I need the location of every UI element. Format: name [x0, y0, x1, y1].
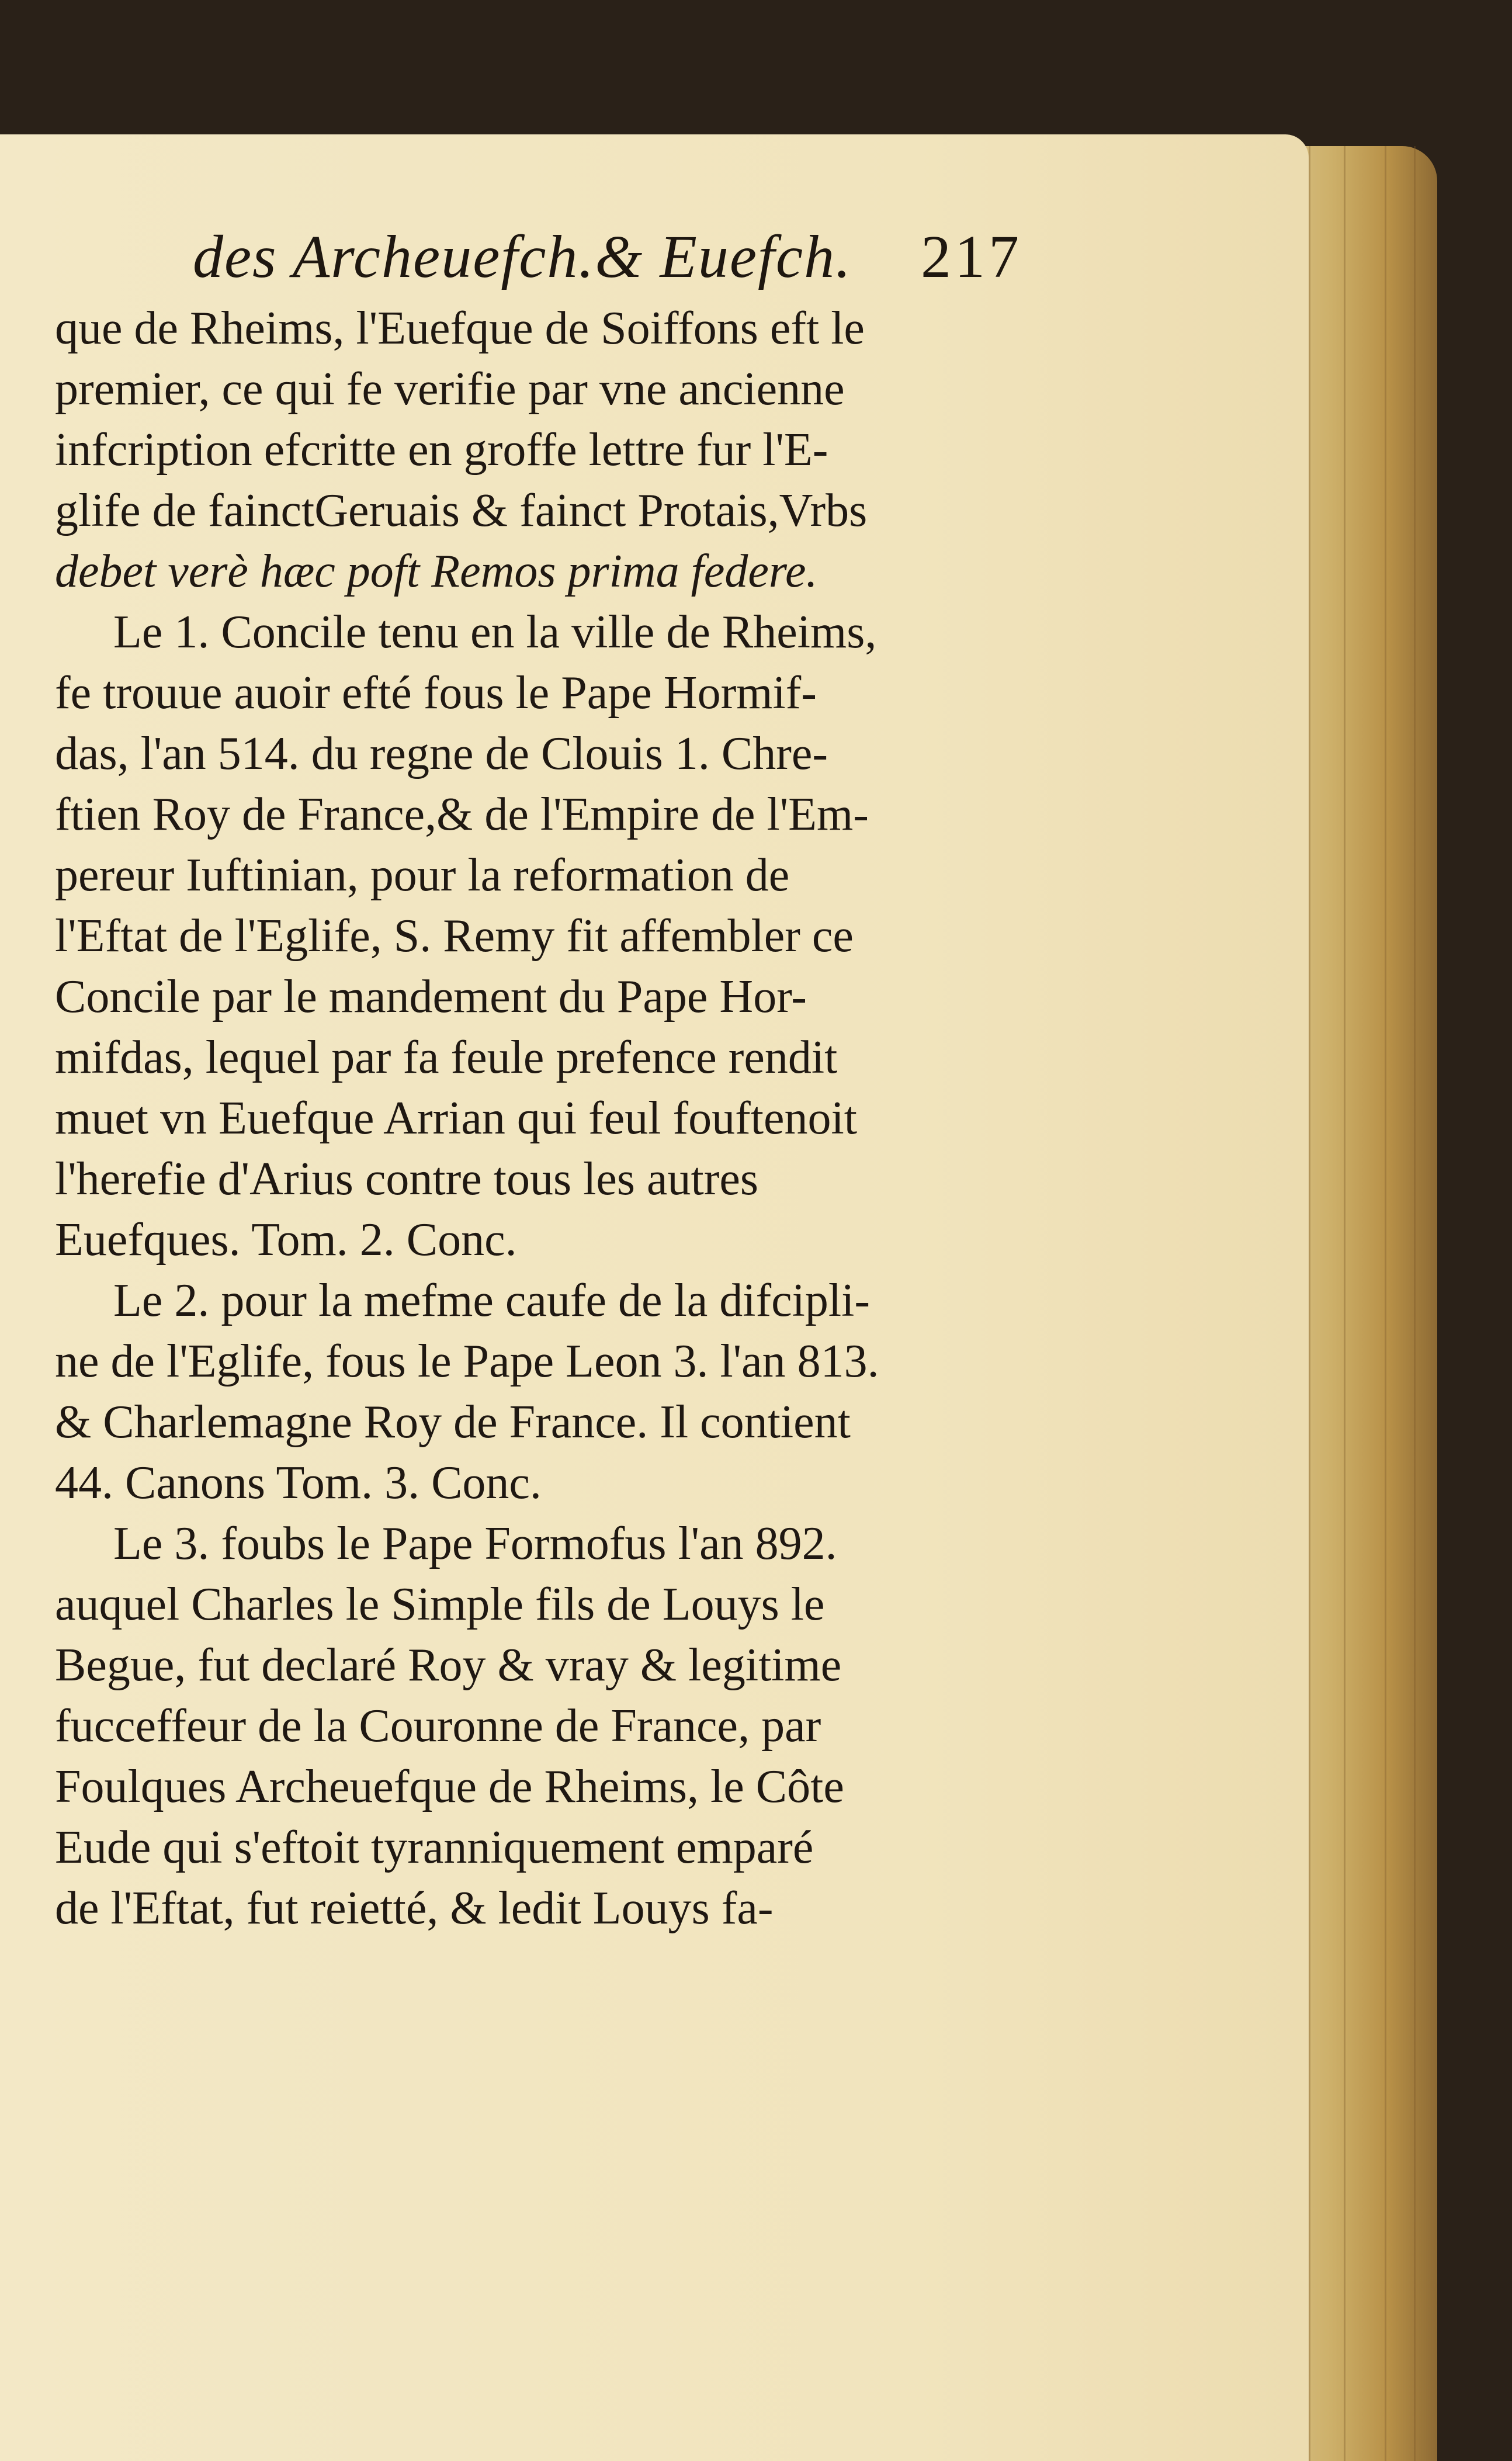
text-line: muet vn Euefque Arrian qui feul fouftenoit: [55, 1093, 857, 1144]
text-line: Le 3. foubs le Pape Formofus l'an 892.: [113, 1518, 837, 1569]
text-line: Le 2. pour la mefme caufe de la difcipli-: [113, 1275, 870, 1326]
text-line: & Charlemagne Roy de France. Il contient: [55, 1396, 851, 1448]
text-line: Begue, fut declaré Roy & vray & legitime: [55, 1639, 842, 1691]
text-line: Le 1. Concile tenu en la ville de Rheims,: [113, 606, 877, 658]
running-title: des Archeuefch.& Euefch.: [193, 223, 852, 290]
page-number: 217: [921, 223, 1022, 290]
text-line: glife de fainctGeruais & fainct Protais,Vrbs: [55, 485, 868, 536]
text-line: de l'Eftat, fut reietté, & ledit Louys fa-: [55, 1883, 774, 1934]
text-line: Foulques Archeuefque de Rheims, le Côte: [55, 1761, 844, 1812]
text-line: pereur Iuftinian, pour la reformation de: [55, 850, 790, 901]
text-line: fe trouue auoir efté fous le Pape Hormif-: [55, 667, 817, 719]
text-line: que de Rheims, l'Euefque de Soiffons eft le: [55, 303, 865, 354]
text-line: das, l'an 514. du regne de Clouis 1. Chre-: [55, 728, 828, 779]
text-line: Eude qui s'eftoit tyranniquement emparé: [55, 1822, 814, 1873]
page-header: [193, 222, 1022, 304]
text-line: l'Eftat de l'Eglife, S. Remy fit affembler ce: [55, 910, 854, 962]
text-line: Concile par le mandement du Pape Hor-: [55, 971, 807, 1022]
text-line: 44. Canons Tom. 3. Conc.: [55, 1457, 542, 1509]
text-line: ftien Roy de France,& de l'Empire de l'Em-: [55, 789, 869, 840]
text-line: fucceffeur de la Couronne de France, par: [55, 1700, 821, 1752]
text-line: l'herefie d'Arius contre tous les autres: [55, 1153, 758, 1205]
text-line: Euefques. Tom. 2. Conc.: [55, 1214, 517, 1266]
text-line: debet verè hæc poft Remos prima federe.: [55, 546, 818, 597]
page-body: [55, 298, 1013, 1939]
text-line: infcription efcritte en groffe lettre fur l'E-: [55, 424, 828, 476]
text-line: mifdas, lequel par fa feule prefence rendit: [55, 1032, 838, 1083]
text-line: ne de l'Eglife, fous le Pape Leon 3. l'an 813.: [55, 1336, 879, 1387]
text-line: premier, ce qui fe verifie par vne ancienne: [55, 363, 845, 415]
text-line: auquel Charles le Simple fils de Louys le: [55, 1579, 825, 1630]
